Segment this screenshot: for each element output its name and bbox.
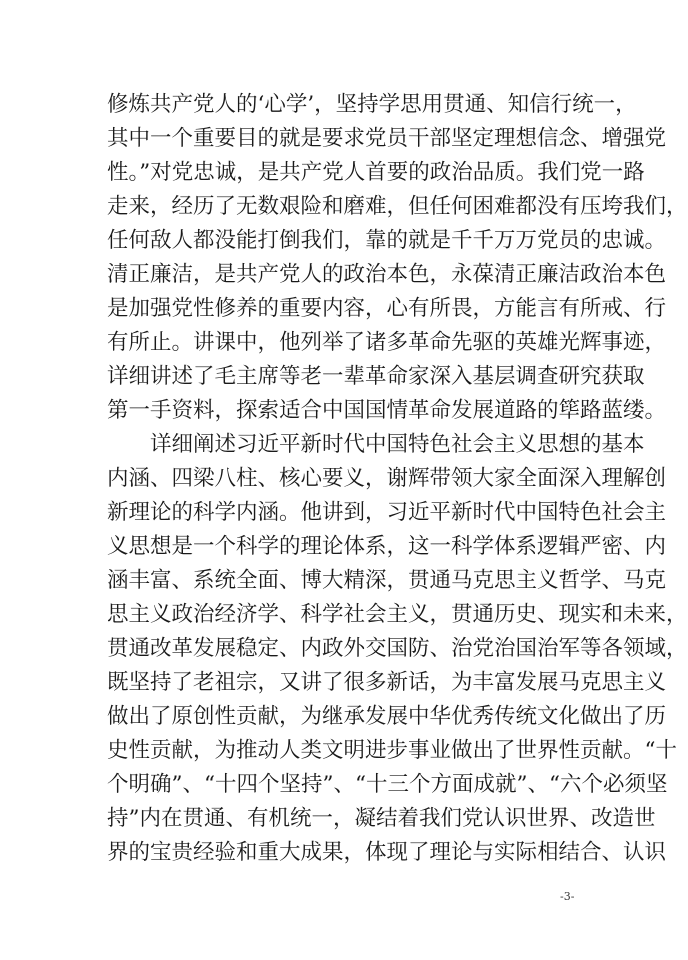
text-line: 内涵、四梁八柱、核心要义，谢辉带领大家全面深入理解创 bbox=[107, 466, 667, 491]
text-line: 性。”对党忠诚，是共产党人首要的政治品质。我们党一路 bbox=[107, 160, 645, 185]
text-line: 史性贡献，为推动人类文明进步事业做出了世界性贡献。“十 bbox=[107, 738, 677, 763]
text-line: 修炼共产党人的‘心学’，坚持学思用贯通、知信行统一， bbox=[107, 92, 637, 117]
text-line: 涵丰富、系统全面、博大精深，贯通马克思主义哲学、马克 bbox=[107, 568, 667, 593]
page-number: -3- bbox=[560, 890, 575, 903]
text-line: 持”内在贯通、有机统一，凝结着我们党认识世界、改造世 bbox=[107, 806, 656, 831]
text-line: 其中一个重要目的就是要求党员干部坚定理想信念、增强党 bbox=[107, 126, 667, 151]
text-line: 详细讲述了毛主席等老一辈革命家深入基层调查研究获取 bbox=[107, 364, 645, 389]
text-line: 是加强党性修养的重要内容，心有所畏，方能言有所戒、行 bbox=[107, 296, 667, 321]
text-line: 新理论的科学内涵。他讲到，习近平新时代中国特色社会主 bbox=[107, 500, 667, 525]
paragraph-first-line: 详细阐述习近平新时代中国特色社会主义思想的基本 bbox=[150, 432, 645, 457]
text-line: 思主义政治经济学、科学社会主义，贯通历史、现实和未来， bbox=[107, 602, 688, 627]
text-line: 义思想是一个科学的理论体系，这一科学体系逻辑严密、内 bbox=[107, 534, 667, 559]
text-line: 个明确”、“十四个坚持”、“十三个方面成就”、“六个必须坚 bbox=[107, 772, 668, 797]
text-line: 清正廉洁，是共产党人的政治本色，永葆清正廉洁政治本色 bbox=[107, 262, 667, 287]
text-line: 走来，经历了无数艰险和磨难，但任何困难都没有压垮我们， bbox=[107, 194, 688, 219]
text-line: 做出了原创性贡献，为继承发展中华优秀传统文化做出了历 bbox=[107, 704, 667, 729]
text-line: 界的宝贵经验和重大成果，体现了理论与实际相结合、认识 bbox=[107, 840, 667, 865]
text-line: 第一手资料，探索适合中国国情革命发展道路的筚路蓝缕。 bbox=[107, 398, 667, 423]
text-line: 任何敌人都没能打倒我们，靠的就是千千万万党员的忠诚。 bbox=[107, 228, 667, 253]
text-line: 既坚持了老祖宗，又讲了很多新话，为丰富发展马克思主义 bbox=[107, 670, 667, 695]
text-line: 贯通改革发展稳定、内政外交国防、治党治国治军等各领域， bbox=[107, 636, 688, 661]
text-line: 有所止。讲课中，他列举了诸多革命先驱的英雄光辉事迹， bbox=[107, 330, 667, 355]
